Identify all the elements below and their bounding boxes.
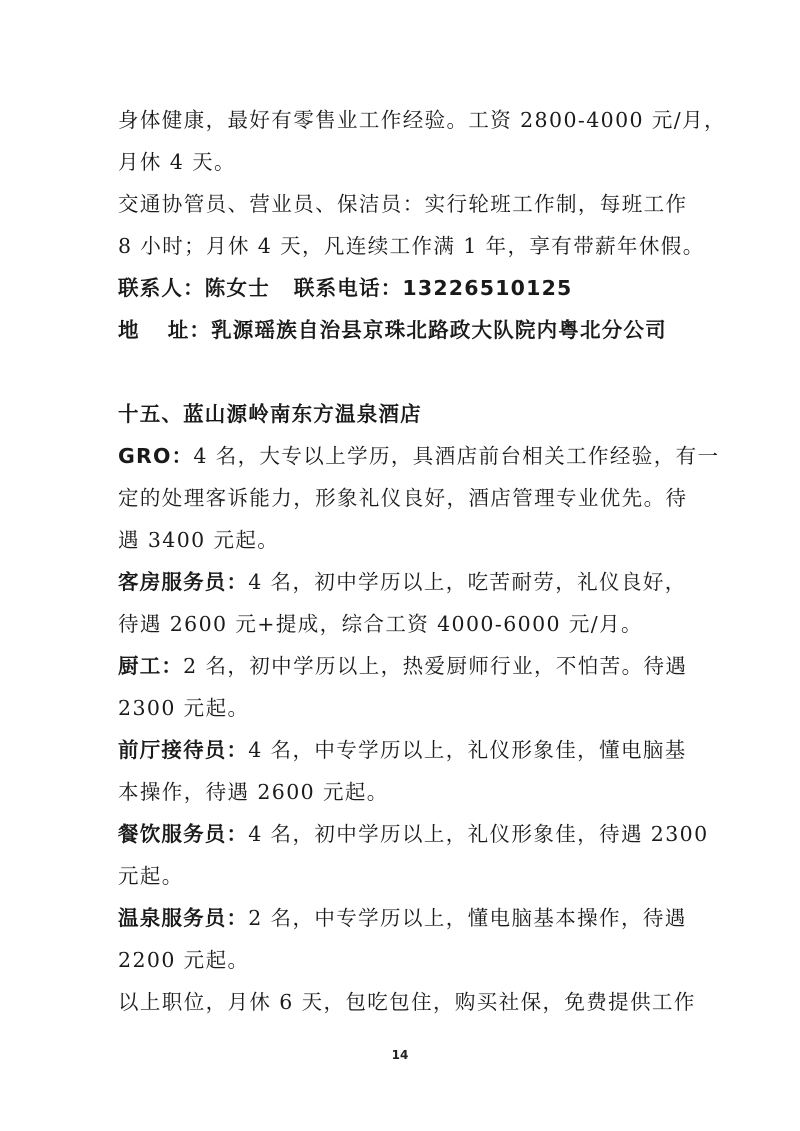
front-line-2: 本操作，待遇 2600 元起。	[118, 780, 389, 804]
room-line-1	[118, 561, 688, 603]
room-desc-1: 4 名，初中学历以上，吃苦耐劳，礼仪良好，	[248, 570, 687, 594]
front-title: 前厅接待员：	[118, 738, 249, 762]
room-line-2: 待遇 2600 元+提成，综合工资 4000-6000 元/月。	[118, 612, 643, 636]
gro-line-1	[118, 435, 720, 477]
gro-title: GRO：	[118, 444, 194, 468]
section-heading: 十五、蓝山源岭南东方温泉酒店	[118, 402, 422, 426]
address-label: 地	[118, 318, 140, 342]
footer-line: 以上职位，月休 6 天，包吃包住，购买社保，免费提供工作	[118, 990, 696, 1014]
gro-desc-1: 4 名，大专以上学历，具酒店前台相关工作经验，有一	[193, 444, 720, 468]
intro-line-4: 8 小时；月休 4 天，凡连续工作满 1 年，享有带薪年休假。	[118, 234, 705, 258]
room-title: 客房服务员：	[118, 570, 249, 594]
gro-line-2: 定的处理客诉能力，形象礼仪良好，酒店管理专业优先。待	[118, 486, 688, 510]
cook-line-1	[118, 645, 688, 687]
cook-desc-1: 2 名，初中学历以上，热爱厨师行业，不怕苦。待遇	[183, 654, 688, 678]
contact-line	[118, 267, 688, 309]
dining-desc-1: 4 名，初中学历以上，礼仪形象佳，待遇 2300	[248, 822, 709, 846]
page-number: 14	[391, 1048, 409, 1062]
contact-phone: 联系电话：13226510125	[293, 276, 573, 300]
gro-line-3: 遇 3400 元起。	[118, 528, 280, 552]
front-line-1	[118, 729, 688, 771]
dining-title: 餐饮服务员：	[118, 822, 249, 846]
spring-title: 温泉服务员：	[118, 906, 249, 930]
intro-line-1: 身体健康，最好有零售业工作经验。工资 2800-4000 元/月，	[118, 108, 726, 132]
dining-line-1	[118, 813, 709, 855]
dining-line-2: 元起。	[118, 864, 184, 888]
intro-line-2: 月休 4 天。	[118, 150, 236, 174]
cook-title: 厨工：	[118, 654, 184, 678]
spring-desc-1: 2 名，中专学历以上，懂电脑基本操作，待遇	[248, 906, 687, 930]
address-value: 址：乳源瑶族自治县京珠北路政大队院内粤北分公司	[167, 318, 667, 342]
front-desc-1: 4 名，中专学历以上，礼仪形象佳，懂电脑基	[248, 738, 687, 762]
contact-person: 联系人：陈女士	[118, 276, 270, 300]
spring-line-1	[118, 897, 688, 939]
spring-line-2: 2200 元起。	[118, 948, 250, 972]
cook-line-2: 2300 元起。	[118, 696, 250, 720]
address-line	[118, 309, 688, 351]
intro-line-3: 交通协管员、营业员、保洁员：实行轮班工作制，每班工作	[118, 192, 688, 216]
